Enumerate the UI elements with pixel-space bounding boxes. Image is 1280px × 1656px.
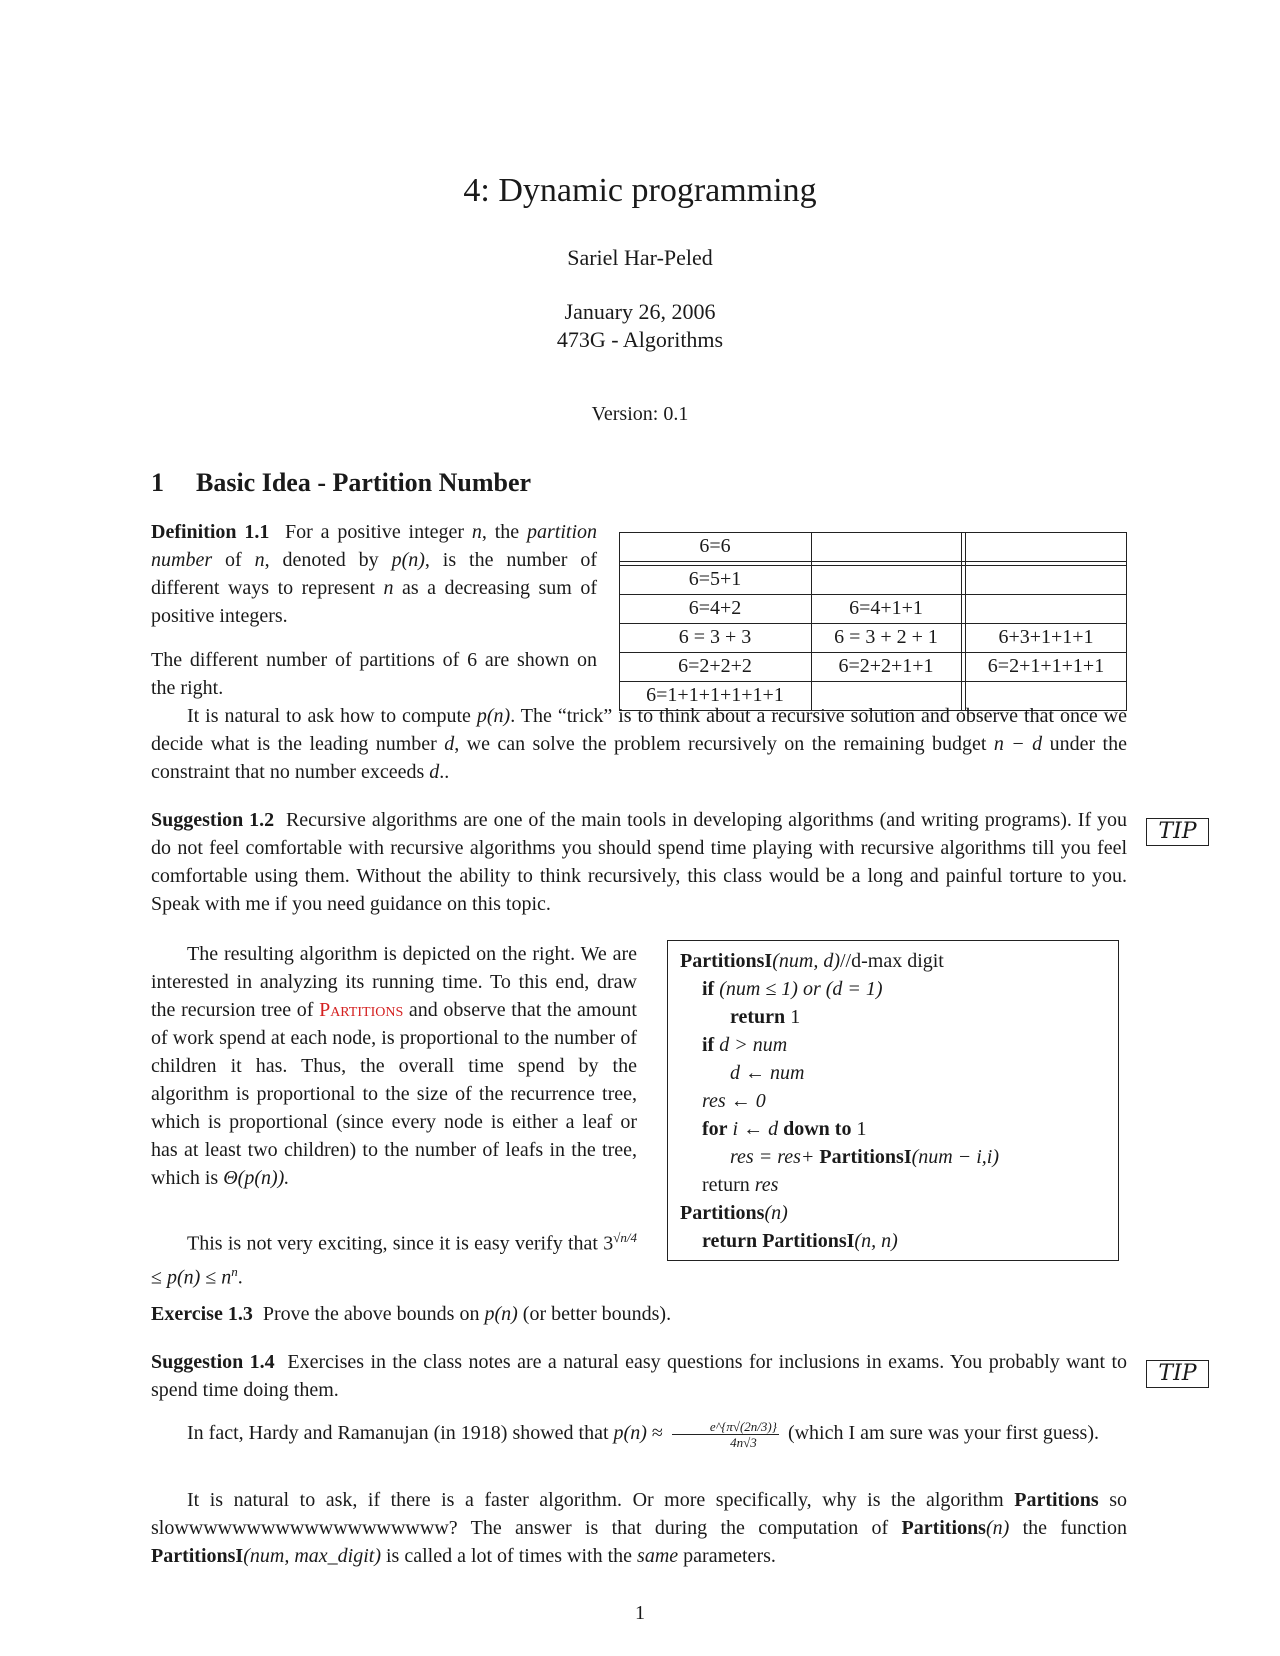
table-cell (965, 565, 1127, 593)
suggestion-label: Suggestion 1.4 (151, 1351, 275, 1373)
body-text: In fact, Hardy and Ramanujan (in 1918) showed that (187, 1422, 614, 1444)
suggestion-text: Recursive algorithms are one of the main tools in developing algorithms (and writing programs). If you do not feel comfortable with recursive algorithms you should spend time playing with recursive algorithms till you feel comfortable using them. Without the ability to think recursively, this class would be a long and painful torture to you. Speak with me if you need guidance on this topic. (151, 809, 1128, 915)
math-args: (n) (985, 1517, 1010, 1539)
table-cell: 6=4+1+1 (849, 597, 923, 619)
body-text: , we can solve the problem recursively on the remaining budget (454, 733, 994, 755)
algo-expr: 1 (851, 1118, 867, 1140)
algo-line (730, 1003, 800, 1031)
body-text: Prove the above bounds on (262, 1303, 485, 1325)
algo-args: (n, n) (854, 1230, 898, 1252)
definition-block (151, 518, 597, 630)
math-d: d (444, 733, 455, 755)
algo-line: d ← num (730, 1062, 805, 1084)
definition-label: Definition 1.1 (151, 521, 270, 543)
table-row (619, 594, 1127, 622)
page-number: 1 (635, 1602, 645, 1624)
date: January 26, 2006 (564, 299, 716, 324)
algo-expr: res = res+ (730, 1146, 820, 1168)
algo-keyword: for (702, 1118, 728, 1140)
body-text: This is not very exciting, since it is easy verify that (187, 1232, 604, 1255)
algo-comment: //d-max digit (839, 950, 944, 972)
math-pn: p(n) (613, 1422, 647, 1444)
algo-expr: (num ≤ 1) or (d = 1) (714, 978, 883, 1000)
body-text: .. (439, 761, 450, 783)
math-pn: p(n) (391, 549, 425, 571)
faster-paragraph (151, 1486, 1127, 1570)
math-d: d (429, 761, 440, 783)
table-cell: 6=6 (699, 535, 731, 557)
exercise-1-3 (151, 1300, 1127, 1328)
table-cell: 6 = 3 + 3 (678, 626, 752, 648)
math-bound: ≤ (200, 1266, 222, 1289)
algo-function-name: PartitionsI (757, 1230, 855, 1252)
algo-args: (num − i,i) (911, 1146, 999, 1168)
body-text: under the constraint that no number exceeds (151, 733, 1127, 783)
table-cell (811, 565, 961, 593)
section-number: 1 (151, 468, 164, 497)
algo-line (702, 1227, 898, 1255)
fraction-numerator: e^{π√(2n/3)} (672, 1419, 779, 1435)
table-cell (965, 594, 1127, 622)
body-text: the function (1009, 1517, 1127, 1539)
table-cell (811, 532, 961, 560)
definition-term: partition number (151, 521, 597, 571)
definition-text: as a decreasing sum of positive integers. (151, 577, 598, 627)
algo-line (702, 1171, 778, 1199)
algo-line (702, 975, 883, 1003)
algo-keyword: return (702, 1230, 758, 1252)
definition-text: , the (481, 521, 527, 543)
algo-args: (n) (764, 1202, 788, 1224)
fraction-denominator: 4n√3 (730, 1434, 757, 1450)
table-cell (965, 532, 1127, 560)
definition-text: , is the number of different ways to represent (151, 549, 597, 599)
algo-line (680, 1199, 788, 1227)
section-heading (151, 468, 531, 498)
body-text: . The “trick” is to think about a recursive solution and observe that once we decide what is the leading number (151, 705, 1128, 755)
version: Version: 0.1 (591, 403, 689, 425)
body-text: parameters. (678, 1545, 776, 1567)
math-pn: p(n) (484, 1303, 518, 1325)
algo-function-name: PartitionsI (819, 1146, 912, 1168)
body-text: It is natural to ask, if there is a faster algorithm. Or more specifically, why is the algorithm (187, 1489, 1015, 1511)
body-text: The resulting algorithm is depicted on the right. We are interested in analyzing its running time. To this end, draw the recursion tree of (151, 943, 637, 1021)
tip-badge: TIP (1146, 1360, 1209, 1388)
algorithm-paragraph (151, 940, 637, 1192)
algo-function-name: PartitionsI (680, 950, 773, 972)
table-cell: 6=5+1 (688, 568, 742, 590)
body-text: (which I am sure was your first guess). (782, 1422, 1099, 1444)
body-text: is called a lot of times with the (380, 1545, 638, 1567)
math-pn: p(n) (166, 1266, 201, 1289)
author: Sariel Har-Peled (567, 245, 713, 270)
math-n: n (383, 577, 394, 599)
table-cell: 6=2+2+1+1 (838, 655, 934, 677)
algo-keyword: if (702, 978, 715, 1000)
body-text: and observe that the amount of work spend at each node, is proportional to the number of children it has. Thus, the overall time spend by the algorithm is proportional to the size of the recurrence tree, which is proportional (since every node is either a leaf or has at least two children) to the number of leafs in the tree, which is (151, 999, 637, 1189)
math-approx: ≈ (646, 1422, 668, 1444)
table-cell: 6=1+1+1+1+1+1 (646, 684, 784, 706)
algo-function-name: Partitions (680, 1202, 765, 1224)
math-bound: . (237, 1266, 243, 1289)
math-args: (num, max_digit) (243, 1545, 381, 1567)
algo-expr: return (702, 1174, 755, 1196)
algorithm-box (667, 940, 1119, 1261)
definition-text: of (212, 549, 255, 571)
suggestion-text: Exercises in the class notes are a natural easy questions for inclusions in exams. You probably want to spend time doing them. (151, 1351, 1127, 1401)
date-block (0, 298, 1280, 354)
hardy-paragraph (151, 1418, 1127, 1450)
math-n: n (254, 549, 265, 571)
section-title: Basic Idea - Partition Number (196, 468, 532, 497)
bound-paragraph (151, 1224, 637, 1291)
emphasis: same (637, 1545, 679, 1567)
table-cell: 6+3+1+1+1 (998, 626, 1094, 648)
algo-expr: res (754, 1174, 779, 1196)
definition-text: For a positive integer (285, 521, 472, 543)
suggestion-label: Suggestion 1.2 (151, 809, 275, 831)
math-bound: ≤ (151, 1266, 167, 1289)
algo-expr: d > num (714, 1034, 788, 1056)
algo-expr: 1 (785, 1006, 801, 1028)
suggestion-1-2 (151, 806, 1127, 918)
math-bound: 3 (603, 1232, 614, 1255)
math-n: n (221, 1266, 232, 1289)
function-name: Partitions (1014, 1489, 1099, 1511)
table-cell: 6=2+2+2 (678, 655, 752, 677)
algo-line (730, 1143, 999, 1171)
table-cell: 6=4+2 (688, 597, 742, 619)
table-cell: 6=2+1+1+1+1 (987, 655, 1105, 677)
math-bound-exponent: √n/4 (613, 1230, 637, 1245)
function-name: PartitionsI (151, 1545, 244, 1567)
table-row (619, 532, 1127, 560)
page-title: 4: Dynamic programming (463, 172, 817, 209)
math-n-exponent: n (231, 1263, 238, 1279)
table-row (619, 565, 1127, 593)
suggestion-1-4 (151, 1348, 1127, 1404)
tip-badge: TIP (1146, 818, 1209, 846)
exercise-label: Exercise 1.3 (151, 1303, 253, 1325)
math-n: n (471, 521, 482, 543)
math-fraction (672, 1419, 779, 1450)
table-row (619, 652, 1127, 680)
algo-expr: i ← d (727, 1118, 784, 1140)
algo-keyword: if (702, 1034, 715, 1056)
algo-line (680, 947, 944, 975)
partitions-intro: The different number of partitions of 6 are shown on the right. (151, 649, 597, 699)
body-text: It is natural to ask how to compute (187, 705, 477, 727)
math-pn: p(n) (476, 705, 511, 727)
table-row (619, 623, 1127, 651)
body-text: (or better bounds). (517, 1303, 672, 1325)
partitions-link[interactable]: Partitions (319, 999, 404, 1021)
math-theta: Θ(p(n)). (223, 1167, 290, 1189)
math-n-minus-d: n − d (993, 733, 1043, 755)
algo-line: res ← 0 (702, 1090, 766, 1112)
algo-line (702, 1115, 866, 1143)
algo-keyword: return (730, 1006, 786, 1028)
course: 473G - Algorithms (556, 327, 724, 352)
definition-text: , denoted by (264, 549, 392, 571)
algo-keyword: down to (783, 1118, 852, 1140)
algo-args: (num, d) (772, 950, 840, 972)
trick-paragraph (151, 702, 1127, 786)
body-text: so slowwwwwwwwwwwwwwwwwww? The answer is that during the computation of (151, 1489, 1127, 1539)
function-name: Partitions (901, 1517, 986, 1539)
table-cell: 6 = 3 + 2 + 1 (834, 626, 938, 648)
algo-line (702, 1031, 787, 1059)
